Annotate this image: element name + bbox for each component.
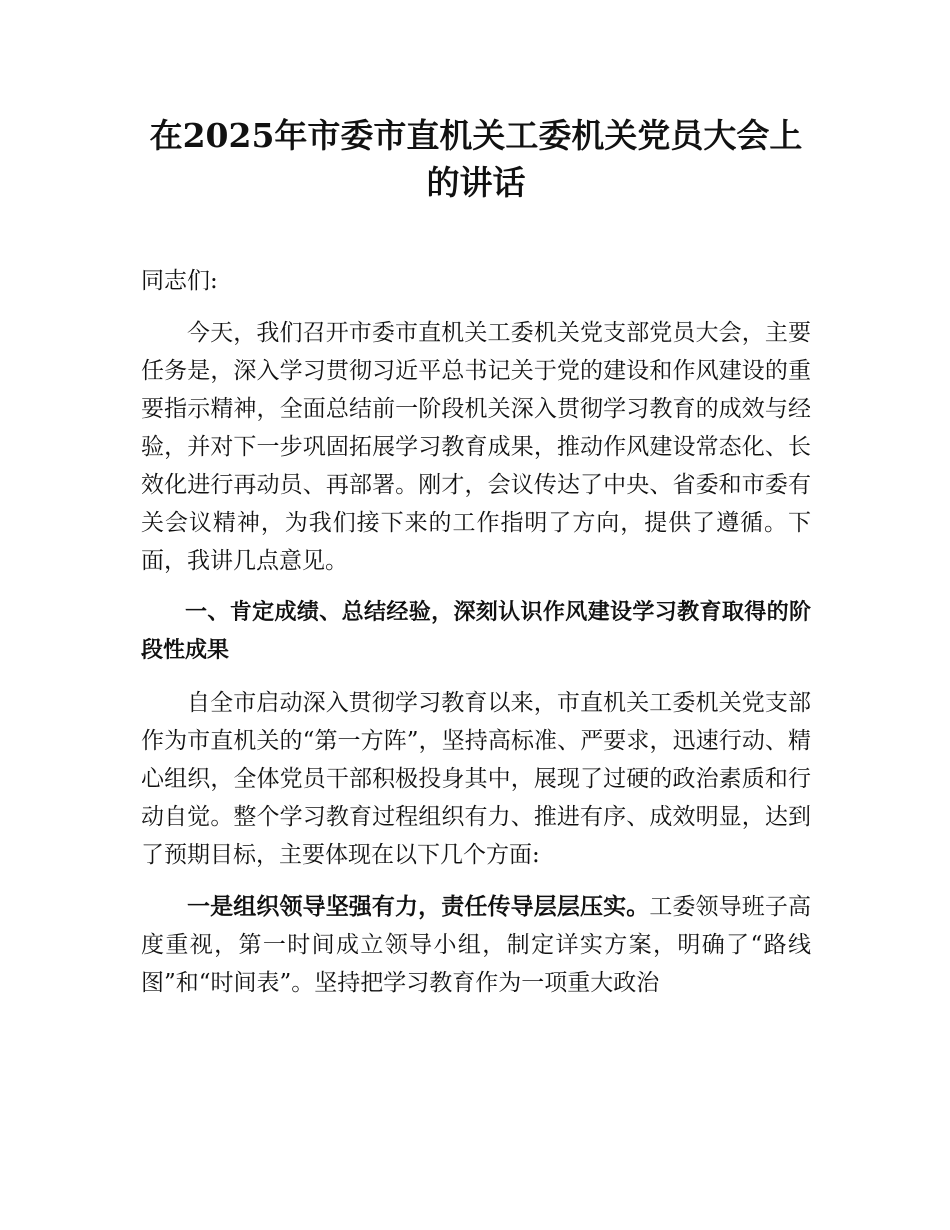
point-1-text: 工委领导班子高度重视，第一时间成立领导小组，制定详实方案，明确了“路线图”和“时间表”。坚持把学习教育作为一项重大政治 (141, 894, 812, 996)
document-body (141, 262, 811, 1002)
point-1-lead: 一是组织领导坚强有力，责任传导层层压实。 (187, 893, 650, 920)
paragraph-intro: 今天，我们召开市委市直机关工委机关党支部党员大会，主要任务是，深入学习贯彻习近平总书记关于党的建设和作风建设的重要指示精神，全面总结前一阶段机关深入贯彻学习教育的成效与经验，并对下一步巩固拓展学习教育成果，推动作风建设常态化、长效化进行再动员、再部署。刚才，会议传达了中央、省委和市委有关会议精神，为我们接下来的工作指明了方向，提供了遵循。下面，我讲几点意见。 (141, 320, 811, 574)
title-line-1: 在2025年市委市直机关工委机关党员大会上 (149, 116, 803, 155)
salutation: 同志们: (141, 268, 218, 294)
paragraph-point-1 (141, 888, 811, 1002)
paragraph-achievements: 自全市启动深入贯彻学习教育以来，市直机关工委机关党支部作为市直机关的“第一方阵”，坚持高标准、严要求，迅速行动、精心组织，全体党员干部积极投身其中，展现了过硬的政治素质和行动自觉。整个学习教育过程组织有力、推进有序、成效明显，达到了预期目标，主要体现在以下几个方面: (141, 690, 811, 868)
title-line-2: 的讲话 (426, 163, 526, 202)
section-heading-1: 一、肯定成绩、总结经验，深刻认识作风建设学习教育取得的阶段性成果 (141, 600, 811, 663)
document-title (141, 112, 811, 206)
document-page (141, 112, 811, 1016)
